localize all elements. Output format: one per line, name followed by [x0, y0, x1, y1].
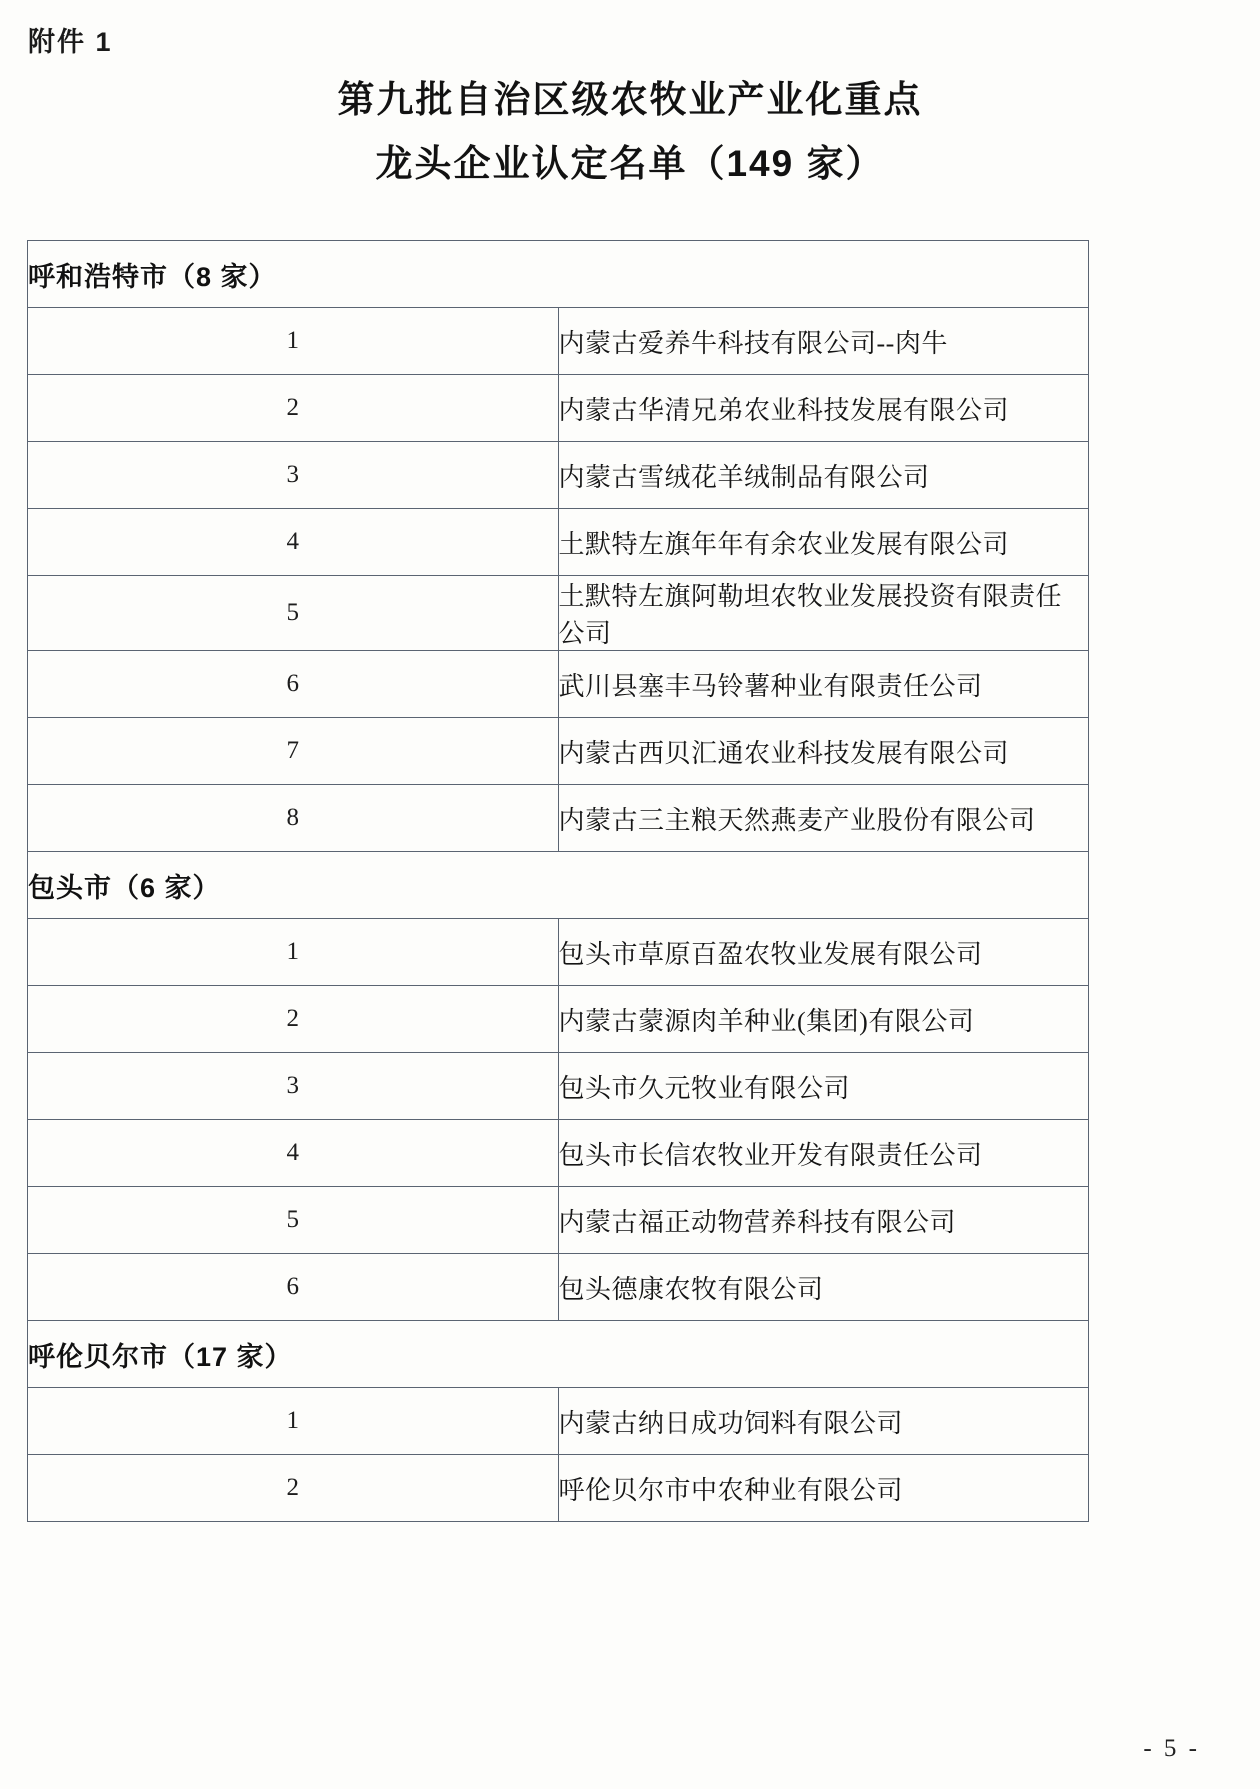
group-heading: 呼和浩特市（8 家） — [28, 241, 1089, 308]
table-group-header-row — [28, 1321, 1089, 1388]
row-index: 6 — [28, 651, 559, 718]
page-title-line-1: 第九批自治区级农牧业产业化重点 — [337, 79, 923, 120]
enterprise-name: 内蒙古纳日成功饲料有限公司 — [558, 1388, 1089, 1455]
row-index: 2 — [28, 986, 559, 1053]
enterprise-name: 内蒙古三主粮天然燕麦产业股份有限公司 — [558, 785, 1089, 852]
table-row — [28, 308, 1089, 375]
row-index: 2 — [28, 1455, 559, 1522]
table-row — [28, 509, 1089, 576]
page-title-line-2: 龙头企业认定名单（149 家） — [375, 142, 885, 184]
enterprise-name: 呼伦贝尔市中农种业有限公司 — [558, 1455, 1089, 1522]
group-heading: 呼伦贝尔市（17 家） — [28, 1321, 1089, 1388]
table-row — [28, 576, 1089, 651]
enterprise-list-table-container — [27, 240, 1089, 1522]
row-index: 4 — [28, 1120, 559, 1187]
row-index: 6 — [28, 1254, 559, 1321]
enterprise-name: 武川县塞丰马铃薯种业有限责任公司 — [558, 651, 1089, 718]
table-row — [28, 651, 1089, 718]
row-index: 4 — [28, 509, 559, 576]
table-row — [28, 1187, 1089, 1254]
table-row — [28, 1120, 1089, 1187]
enterprise-name: 内蒙古蒙源肉羊种业(集团)有限公司 — [558, 986, 1089, 1053]
table-row — [28, 986, 1089, 1053]
enterprise-name: 土默特左旗年年有余农业发展有限公司 — [558, 509, 1089, 576]
table-row — [28, 375, 1089, 442]
enterprise-name: 内蒙古华清兄弟农业科技发展有限公司 — [558, 375, 1089, 442]
group-heading: 包头市（6 家） — [28, 852, 1089, 919]
table-row — [28, 718, 1089, 785]
page-number: - 5 - — [1143, 1735, 1200, 1762]
row-index: 1 — [28, 308, 559, 375]
row-index: 1 — [28, 919, 559, 986]
row-index: 7 — [28, 718, 559, 785]
table-row — [28, 442, 1089, 509]
enterprise-name: 土默特左旗阿勒坦农牧业发展投资有限责任公司 — [558, 576, 1089, 651]
enterprise-list-table — [27, 240, 1089, 1522]
table-row — [28, 1254, 1089, 1321]
table-row — [28, 919, 1089, 986]
table-row — [28, 1388, 1089, 1455]
enterprise-name: 包头市长信农牧业开发有限责任公司 — [558, 1120, 1089, 1187]
enterprise-name: 包头市久元牧业有限公司 — [558, 1053, 1089, 1120]
table-row — [28, 785, 1089, 852]
row-index: 8 — [28, 785, 559, 852]
enterprise-name: 内蒙古雪绒花羊绒制品有限公司 — [558, 442, 1089, 509]
enterprise-name: 内蒙古福正动物营养科技有限公司 — [558, 1187, 1089, 1254]
row-index: 3 — [28, 1053, 559, 1120]
attachment-label: 附件 1 — [28, 27, 113, 57]
enterprise-name: 内蒙古西贝汇通农业科技发展有限公司 — [558, 718, 1089, 785]
table-group-header-row — [28, 852, 1089, 919]
table-group-header-row — [28, 241, 1089, 308]
row-index: 2 — [28, 375, 559, 442]
row-index: 5 — [28, 576, 559, 651]
table-body — [28, 241, 1089, 1522]
row-index: 1 — [28, 1388, 559, 1455]
enterprise-name: 内蒙古爱养牛科技有限公司--肉牛 — [558, 308, 1089, 375]
row-index: 5 — [28, 1187, 559, 1254]
row-index: 3 — [28, 442, 559, 509]
table-row — [28, 1455, 1089, 1522]
table-row — [28, 1053, 1089, 1120]
page-title — [0, 68, 1260, 195]
enterprise-name: 包头市草原百盈农牧业发展有限公司 — [558, 919, 1089, 986]
enterprise-name: 包头德康农牧有限公司 — [558, 1254, 1089, 1321]
